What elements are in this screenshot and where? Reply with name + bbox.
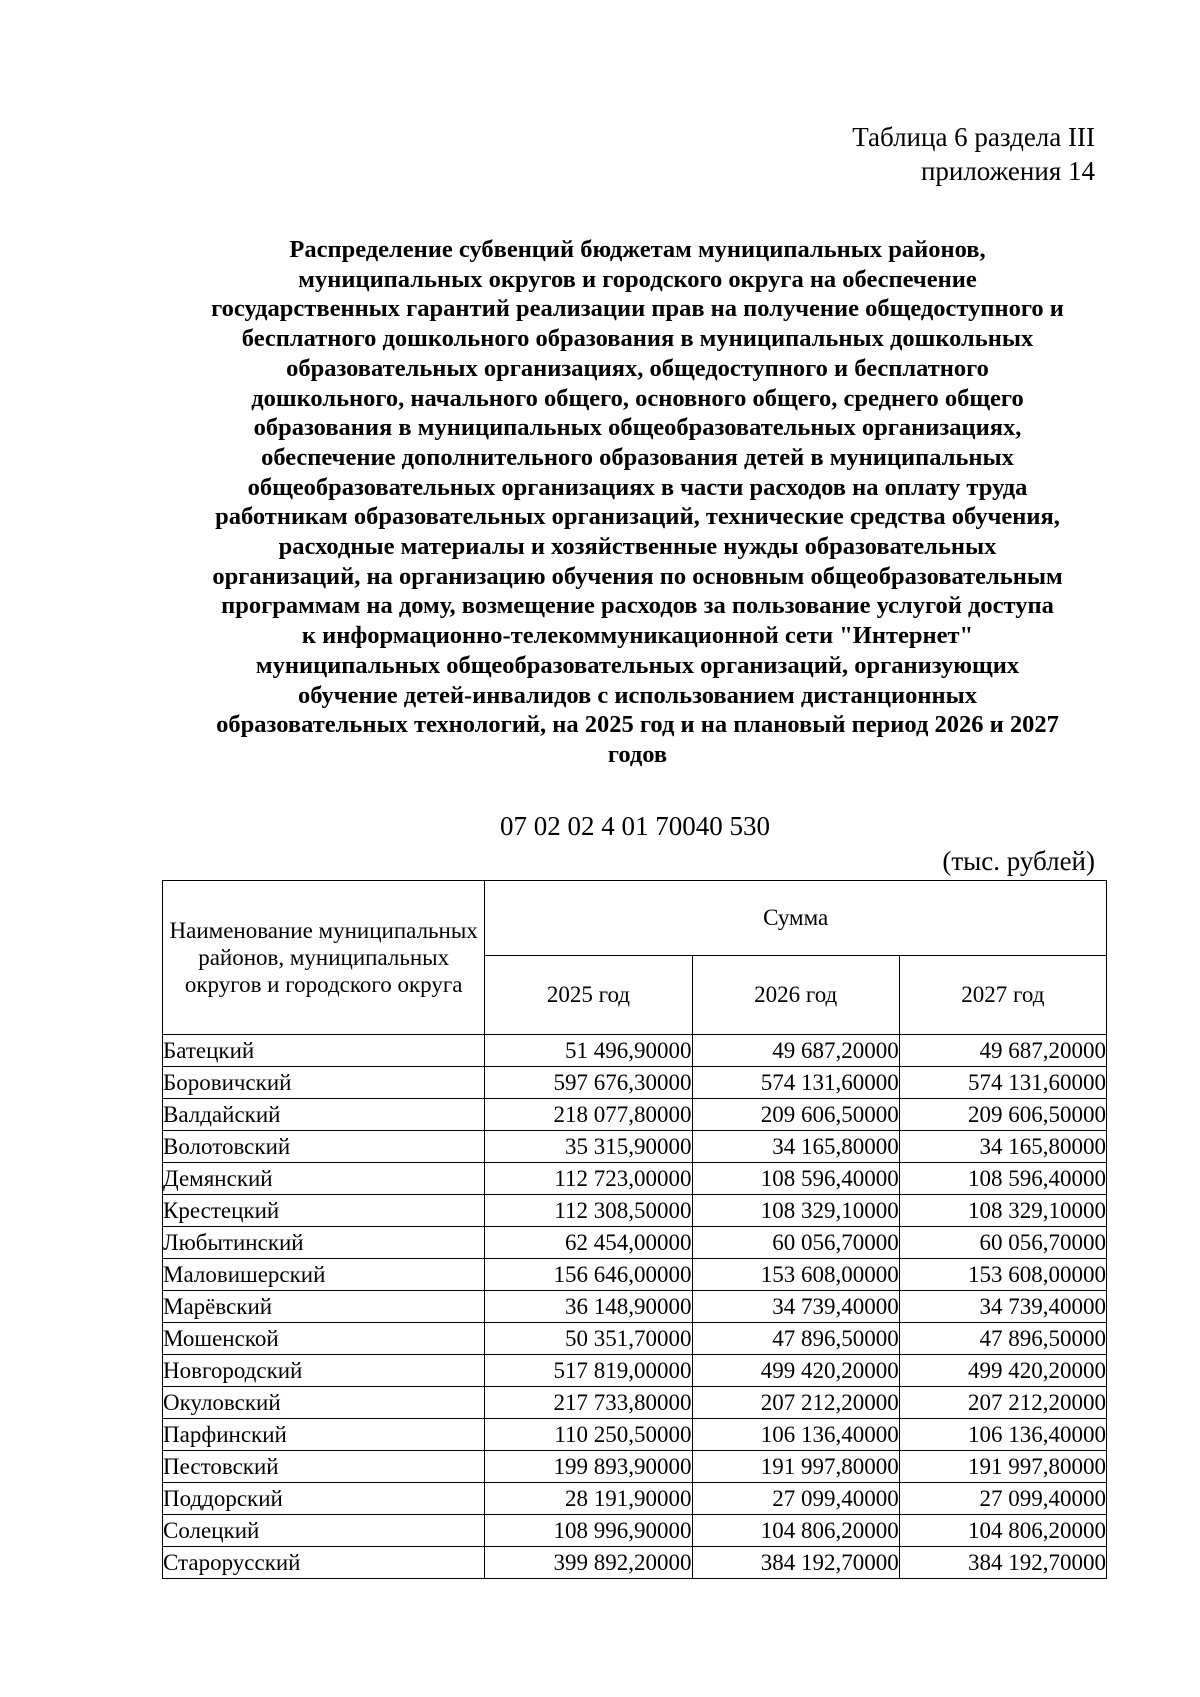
municipality-name-cell: Солецкий xyxy=(163,1515,485,1547)
amount-2026-cell: 106 136,40000 xyxy=(692,1419,899,1451)
amount-2027-cell: 49 687,20000 xyxy=(899,1035,1106,1067)
amount-2027-cell: 384 192,70000 xyxy=(899,1547,1106,1579)
municipality-name-cell: Парфинский xyxy=(163,1419,485,1451)
subsidy-distribution-table xyxy=(162,880,1107,1579)
title-line: годов xyxy=(607,740,668,768)
amount-2025-cell: 112 308,50000 xyxy=(485,1195,692,1227)
municipality-name-cell: Волотовский xyxy=(163,1131,485,1163)
table-row xyxy=(163,1195,1107,1227)
title-line: обеспечение дополнительного образования детей в муниципальных xyxy=(261,443,1014,471)
amount-2026-cell: 108 596,40000 xyxy=(692,1163,899,1195)
amount-2027-cell: 47 896,50000 xyxy=(899,1323,1106,1355)
title-line: образовательных технологий, на 2025 год и на плановый период 2026 и 2027 xyxy=(216,711,1059,739)
amount-2027-cell: 153 608,00000 xyxy=(899,1259,1106,1291)
amount-2025-cell: 51 496,90000 xyxy=(485,1035,692,1067)
municipality-name-cell: Мошенской xyxy=(163,1323,485,1355)
table-row xyxy=(163,1291,1107,1323)
municipality-name-cell: Батецкий xyxy=(163,1035,485,1067)
table-row xyxy=(163,1483,1107,1515)
title-line: муниципальных общеобразовательных организаций, организующих xyxy=(255,651,1020,679)
amount-2027-cell: 574 131,60000 xyxy=(899,1067,1106,1099)
amount-2025-cell: 112 723,00000 xyxy=(485,1163,692,1195)
table-row xyxy=(163,1323,1107,1355)
table-row xyxy=(163,1163,1107,1195)
title-line: расходные материалы и хозяйственные нужды образовательных xyxy=(278,533,997,561)
amount-2026-cell: 209 606,50000 xyxy=(692,1099,899,1131)
title-line: Распределение субвенций бюджетам муниципальных районов, xyxy=(289,236,986,263)
table-row xyxy=(163,1131,1107,1163)
municipality-name-cell: Старорусский xyxy=(163,1547,485,1579)
reference-line-1: Таблица 6 раздела III xyxy=(852,122,1095,152)
amount-2027-cell: 209 606,50000 xyxy=(899,1099,1106,1131)
table-row xyxy=(163,1387,1107,1419)
document-title xyxy=(160,235,1115,770)
header-sum: Сумма xyxy=(485,881,1107,956)
table-row xyxy=(163,1547,1107,1579)
title-line: образования в муниципальных общеобразовательных организациях, xyxy=(253,414,1022,442)
amount-2025-cell: 156 646,00000 xyxy=(485,1259,692,1291)
amount-2025-cell: 199 893,90000 xyxy=(485,1451,692,1483)
municipality-name-cell: Демянский xyxy=(163,1163,485,1195)
amount-2026-cell: 108 329,10000 xyxy=(692,1195,899,1227)
municipality-name-cell: Поддорский xyxy=(163,1483,485,1515)
amount-2026-cell: 49 687,20000 xyxy=(692,1035,899,1067)
amount-2027-cell: 499 420,20000 xyxy=(899,1355,1106,1387)
unit-label: (тыс. рублей) xyxy=(942,846,1095,876)
title-line: муниципальных округов и городского округа на обеспечение xyxy=(298,265,977,293)
amount-2027-cell: 191 997,80000 xyxy=(899,1451,1106,1483)
amount-2027-cell: 106 136,40000 xyxy=(899,1419,1106,1451)
title-line: к информационно-телекоммуникационной сети "Интернет" xyxy=(301,622,974,650)
amount-2025-cell: 218 077,80000 xyxy=(485,1099,692,1131)
amount-2026-cell: 27 099,40000 xyxy=(692,1483,899,1515)
table-row xyxy=(163,1227,1107,1259)
title-line: государственных гарантий реализации прав на получение общедоступного и xyxy=(211,295,1064,323)
title-line: бесплатного дошкольного образования в муниципальных дошкольных xyxy=(241,325,1034,353)
table-row xyxy=(163,1035,1107,1067)
amount-2025-cell: 35 315,90000 xyxy=(485,1131,692,1163)
amount-2025-cell: 110 250,50000 xyxy=(485,1419,692,1451)
amount-2026-cell: 499 420,20000 xyxy=(692,1355,899,1387)
municipality-name-cell: Пестовский xyxy=(163,1451,485,1483)
amount-2026-cell: 207 212,20000 xyxy=(692,1387,899,1419)
table-row xyxy=(163,1099,1107,1131)
amount-2026-cell: 47 896,50000 xyxy=(692,1323,899,1355)
amount-2026-cell: 34 739,40000 xyxy=(692,1291,899,1323)
municipality-name-cell: Новгородский xyxy=(163,1355,485,1387)
budget-classification-code: 07 02 02 4 01 70040 530 xyxy=(500,811,770,841)
title-line: общеобразовательных организациях в части расходов на оплату труда xyxy=(247,473,1028,501)
amount-2027-cell: 34 165,80000 xyxy=(899,1131,1106,1163)
header-year-2025: 2025 год xyxy=(485,956,692,1035)
amount-2025-cell: 36 148,90000 xyxy=(485,1291,692,1323)
title-line: программам на дому, возмещение расходов за пользование услугой доступа xyxy=(221,592,1054,620)
amount-2027-cell: 27 099,40000 xyxy=(899,1483,1106,1515)
amount-2026-cell: 60 056,70000 xyxy=(692,1227,899,1259)
municipality-name-cell: Валдайский xyxy=(163,1099,485,1131)
table-row xyxy=(163,1259,1107,1291)
amount-2026-cell: 574 131,60000 xyxy=(692,1067,899,1099)
amount-2026-cell: 384 192,70000 xyxy=(692,1547,899,1579)
amount-2026-cell: 34 165,80000 xyxy=(692,1131,899,1163)
amount-2025-cell: 217 733,80000 xyxy=(485,1387,692,1419)
amount-2025-cell: 62 454,00000 xyxy=(485,1227,692,1259)
amount-2025-cell: 597 676,30000 xyxy=(485,1067,692,1099)
amount-2026-cell: 153 608,00000 xyxy=(692,1259,899,1291)
table-row xyxy=(163,1355,1107,1387)
municipality-name-cell: Боровичский xyxy=(163,1067,485,1099)
amount-2027-cell: 60 056,70000 xyxy=(899,1227,1106,1259)
header-municipality-name: Наименование муниципальных районов, муниципальных округов и городского округа xyxy=(163,881,485,1035)
table-row xyxy=(163,1451,1107,1483)
amount-2026-cell: 191 997,80000 xyxy=(692,1451,899,1483)
municipality-name-cell: Любытинский xyxy=(163,1227,485,1259)
header-year-2026: 2026 год xyxy=(692,956,899,1035)
title-line: образовательных организациях, общедоступного и бесплатного xyxy=(286,354,989,382)
amount-2027-cell: 104 806,20000 xyxy=(899,1515,1106,1547)
table-row xyxy=(163,1419,1107,1451)
title-line: дошкольного, начального общего, основного общего, среднего общего xyxy=(251,384,1024,412)
amount-2025-cell: 28 191,90000 xyxy=(485,1483,692,1515)
amount-2026-cell: 104 806,20000 xyxy=(692,1515,899,1547)
municipality-name-cell: Крестецкий xyxy=(163,1195,485,1227)
title-line: работникам образовательных организаций, технические средства обучения, xyxy=(215,503,1060,531)
title-line: организаций, на организацию обучения по основным общеобразовательным xyxy=(212,562,1063,590)
amount-2027-cell: 108 329,10000 xyxy=(899,1195,1106,1227)
amount-2027-cell: 108 596,40000 xyxy=(899,1163,1106,1195)
reference-line-2: приложения 14 xyxy=(920,156,1095,186)
amount-2025-cell: 517 819,00000 xyxy=(485,1355,692,1387)
header-year-2027: 2027 год xyxy=(899,956,1106,1035)
municipality-name-cell: Окуловский xyxy=(163,1387,485,1419)
amount-2027-cell: 207 212,20000 xyxy=(899,1387,1106,1419)
table-reference xyxy=(852,120,1095,188)
table-row xyxy=(163,1067,1107,1099)
amount-2027-cell: 34 739,40000 xyxy=(899,1291,1106,1323)
municipality-name-cell: Маловишерский xyxy=(163,1259,485,1291)
title-line: обучение детей-инвалидов с использованием дистанционных xyxy=(297,681,978,709)
table-row xyxy=(163,1515,1107,1547)
municipality-name-cell: Марёвский xyxy=(163,1291,485,1323)
amount-2025-cell: 50 351,70000 xyxy=(485,1323,692,1355)
amount-2025-cell: 399 892,20000 xyxy=(485,1547,692,1579)
amount-2025-cell: 108 996,90000 xyxy=(485,1515,692,1547)
